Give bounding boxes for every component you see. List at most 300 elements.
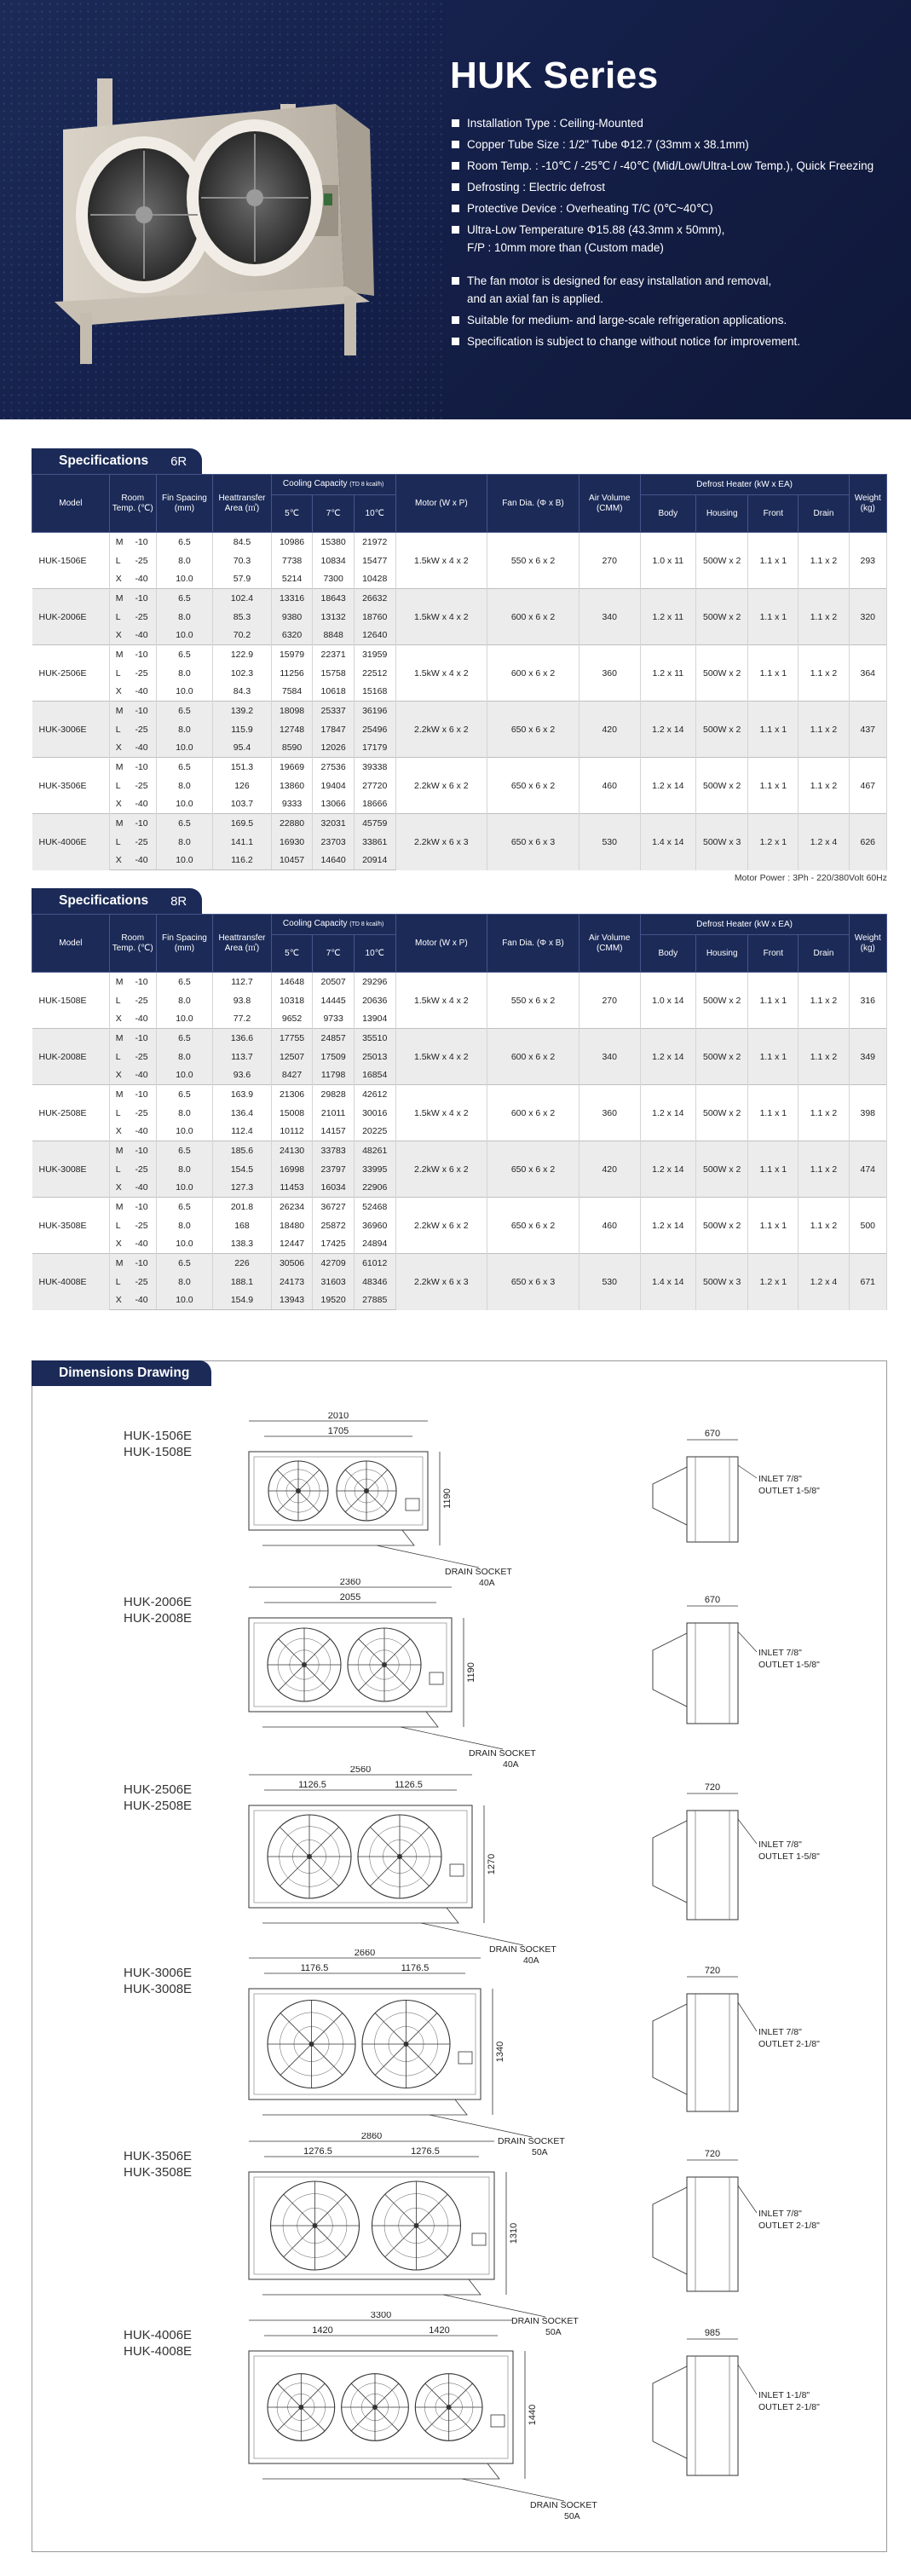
spec-table-8r (32, 914, 887, 1310)
model-name: HUK-4006E (124, 2328, 193, 2342)
value-cell: 115.9 (213, 720, 272, 739)
front-cell: 1.1 x 1 (748, 645, 799, 702)
front-cell: 1.1 x 1 (748, 1198, 799, 1254)
side-view-drawing (632, 1589, 837, 1758)
value-cell: 12748 (271, 720, 313, 739)
drain-cell: 1.1 x 2 (799, 589, 849, 645)
value-cell: 25013 (354, 1048, 395, 1066)
col-header: Motor (W x P) (395, 915, 487, 973)
feature-item: Installation Type : Ceiling-Mounted (452, 116, 895, 130)
value-cell: 6.5 (156, 1085, 213, 1104)
inner-dim: 1420 (312, 2325, 333, 2336)
value-cell: 30506 (271, 1254, 313, 1273)
model-name: HUK-2006E (124, 1595, 193, 1609)
temp-code: X (109, 627, 127, 645)
value-cell: 112.7 (213, 973, 272, 991)
value-cell: 8.0 (156, 1216, 213, 1235)
value-cell: 35510 (354, 1029, 395, 1048)
value-cell: 102.3 (213, 664, 272, 683)
drain-cell: 1.1 x 2 (799, 645, 849, 702)
spec-title: Specifications (59, 453, 149, 468)
temp-cell: -40 (127, 1010, 156, 1029)
table-row (32, 973, 887, 991)
value-cell: 17425 (313, 1235, 355, 1254)
value-cell: 23703 (313, 833, 355, 852)
housing-cell: 500W x 2 (696, 645, 748, 702)
temp-code: M (109, 1141, 127, 1160)
value-cell: 36727 (313, 1198, 355, 1216)
value-cell: 8590 (271, 739, 313, 758)
value-cell: 20914 (354, 852, 395, 870)
value-cell: 84.5 (213, 533, 272, 552)
table-row (32, 1085, 887, 1104)
value-cell: 139.2 (213, 702, 272, 720)
temp-code: X (115, 574, 122, 585)
temp-code: M (109, 702, 127, 720)
value-cell: 33783 (313, 1141, 355, 1160)
value-cell: 8848 (313, 627, 355, 645)
dim-model-labels (124, 1594, 192, 1626)
temp-code: L (109, 608, 127, 627)
model-name: HUK-4008E (124, 2344, 193, 2359)
drain-cell: 1.1 x 2 (799, 758, 849, 814)
value-cell: 127.3 (213, 1179, 272, 1198)
side-width-dim: 720 (704, 2149, 721, 2159)
dim-model-labels (124, 2148, 192, 2180)
value-cell: 112.4 (213, 1123, 272, 1141)
value-cell: 10457 (271, 852, 313, 870)
model-cell: HUK-4008E (32, 1254, 110, 1310)
value-cell: 136.4 (213, 1104, 272, 1123)
value-cell: 6320 (271, 627, 313, 645)
value-cell: 18760 (354, 608, 395, 627)
model-name: HUK-2506E (124, 1782, 193, 1797)
value-cell: 42612 (354, 1085, 395, 1104)
motor-cell: 2.2kW x 6 x 2 (395, 702, 487, 758)
value-cell: 25337 (313, 702, 355, 720)
front-cell: 1.1 x 1 (748, 973, 799, 1029)
value-cell: 29296 (354, 973, 395, 991)
temp-code: X (115, 686, 122, 697)
col-header: Weight (kg) (849, 915, 886, 973)
side-view-drawing (632, 2322, 837, 2510)
value-cell: 18666 (354, 795, 395, 814)
side-view-drawing (632, 2143, 837, 2325)
drain-cell: 1.1 x 2 (799, 1198, 849, 1254)
air-cell: 270 (579, 533, 640, 589)
weight-cell: 316 (849, 973, 886, 1029)
temp-code: X (109, 852, 127, 870)
value-cell: 12447 (271, 1235, 313, 1254)
value-cell: 9333 (271, 795, 313, 814)
value-cell: 10.0 (156, 1235, 213, 1254)
value-cell: 10834 (313, 552, 355, 570)
motor-cell: 2.2kW x 6 x 2 (395, 1198, 487, 1254)
temp-cell: -40 (127, 1066, 156, 1085)
inlet-label: INLET 7/8" (758, 1474, 802, 1484)
inner-dim: 1126.5 (395, 1780, 423, 1790)
value-cell: 10618 (313, 683, 355, 702)
temp-cell: -10 (127, 1254, 156, 1273)
col-header: Fan Dia. (Φ x B) (487, 915, 579, 973)
value-cell: 29828 (313, 1085, 355, 1104)
temp-code: L (115, 995, 121, 1006)
weight-cell: 626 (849, 814, 886, 870)
body-cell: 1.4 x 14 (640, 1254, 695, 1310)
fan-cell: 600 x 6 x 2 (487, 1085, 579, 1141)
model-cell: HUK-4006E (32, 814, 110, 870)
housing-cell: 500W x 2 (696, 533, 748, 589)
feature-item: and an axial fan is applied. (467, 292, 603, 305)
drain-label: DRAIN SOCKET (489, 1944, 556, 1955)
drain-cell: 1.1 x 2 (799, 1141, 849, 1198)
table-row (32, 645, 887, 664)
width-dim: 2010 (327, 1412, 349, 1421)
body-cell: 1.0 x 11 (640, 533, 695, 589)
value-cell: 15477 (354, 552, 395, 570)
temp-cell: -40 (127, 1179, 156, 1198)
housing-cell: 500W x 2 (696, 1029, 748, 1085)
value-cell: 154.5 (213, 1160, 272, 1179)
body-cell: 1.2 x 11 (640, 645, 695, 702)
height-dim: 1310 (509, 2222, 519, 2244)
inlet-label: INLET 7/8" (758, 1840, 802, 1850)
model-cell: HUK-1508E (32, 973, 110, 1029)
model-name: HUK-3008E (124, 1982, 193, 1996)
value-cell: 154.9 (213, 1291, 272, 1310)
model-cell: HUK-3506E (32, 758, 110, 814)
col-header: Body (640, 935, 695, 973)
height-dim: 1340 (495, 2041, 505, 2063)
temp-code: M (109, 1029, 127, 1048)
value-cell: 8.0 (156, 1273, 213, 1291)
table-row (32, 758, 887, 777)
temp-code: X (109, 1066, 127, 1085)
value-cell: 8427 (271, 1066, 313, 1085)
front-cell: 1.1 x 1 (748, 702, 799, 758)
drain-cell: 1.2 x 4 (799, 814, 849, 870)
drain-cell: 1.2 x 4 (799, 1254, 849, 1310)
col-header: Fin Spacing (mm) (156, 475, 213, 533)
body-cell: 1.2 x 14 (640, 702, 695, 758)
temp-code: L (109, 833, 127, 852)
front-cell: 1.2 x 1 (748, 1254, 799, 1310)
col-header: Defrost Heater (kW x EA) (640, 915, 849, 935)
value-cell: 103.7 (213, 795, 272, 814)
col-header: Housing (696, 935, 748, 973)
feature-item: F/P : 10mm more than (Custom made) (467, 241, 664, 254)
inner-dim: 1420 (429, 2325, 450, 2336)
front-view-drawing (240, 2312, 598, 2533)
value-cell: 93.8 (213, 991, 272, 1010)
inlet-label: INLET 1-1/8" (758, 2390, 810, 2400)
temp-code: X (115, 799, 122, 810)
motor-cell: 2.2kW x 6 x 2 (395, 758, 487, 814)
housing-cell: 500W x 2 (696, 1141, 748, 1198)
temp-code: X (115, 1239, 122, 1250)
temp-cell: -10 (127, 702, 156, 720)
outlet-label: OUTLET 1-5/8" (758, 1486, 820, 1496)
value-cell: 9380 (271, 608, 313, 627)
value-cell: 9652 (271, 1010, 313, 1029)
col-header: Cooling Capacity (TD 8 kcal/h) (271, 475, 395, 495)
temp-code: L (115, 1220, 121, 1231)
value-cell: 14157 (313, 1123, 355, 1141)
spec-sub: 8R (170, 893, 187, 909)
side-view-drawing (632, 1960, 837, 2146)
temp-code: X (115, 1014, 122, 1025)
value-cell: 77.2 (213, 1010, 272, 1029)
spec-heading-8r (32, 888, 215, 914)
inner-dim: 1276.5 (303, 2146, 332, 2157)
value-cell: 21011 (313, 1104, 355, 1123)
value-cell: 14445 (313, 991, 355, 1010)
value-cell: 18643 (313, 589, 355, 608)
value-cell: 6.5 (156, 702, 213, 720)
col-header: Cooling Capacity (TD 8 kcal/h) (271, 915, 395, 935)
value-cell: 141.1 (213, 833, 272, 852)
model-cell: HUK-2508E (32, 1085, 110, 1141)
air-cell: 340 (579, 1029, 640, 1085)
dim-model-labels (124, 2327, 192, 2359)
drain-label: DRAIN SOCKET (511, 2316, 579, 2326)
temp-cell: -25 (127, 552, 156, 570)
value-cell: 19669 (271, 758, 313, 777)
table-row (32, 1254, 887, 1273)
value-cell: 8.0 (156, 833, 213, 852)
temp-cell: -25 (127, 1160, 156, 1179)
fan-cell: 650 x 6 x 2 (487, 1198, 579, 1254)
col-header: Fin Spacing (mm) (156, 915, 213, 973)
spec-table-6r (32, 474, 887, 870)
value-cell: 10428 (354, 570, 395, 589)
feature-item: Room Temp. : -10℃ / -25℃ / -40℃ (Mid/Low/Ultra-Low Temp.), Quick Freezing (452, 159, 895, 173)
value-cell: 13943 (271, 1291, 313, 1310)
col-header: 5℃ (271, 935, 313, 973)
value-cell: 22512 (354, 664, 395, 683)
col-header: Housing (696, 495, 748, 533)
table-row (32, 1029, 887, 1048)
inner-dim: 1126.5 (298, 1780, 326, 1790)
temp-cell: -10 (127, 758, 156, 777)
col-header: 7℃ (313, 935, 355, 973)
feature-list (452, 116, 895, 355)
temp-cell: -10 (127, 973, 156, 991)
feature-item: Copper Tube Size : 1/2" Tube Φ12.7 (33mm x 38.1mm) (452, 137, 895, 152)
inlet-label: INLET 7/8" (758, 2209, 802, 2219)
inner-dim: 1705 (327, 1426, 349, 1436)
feature-item: Defrosting : Electric defrost (452, 180, 895, 194)
temp-cell: -40 (127, 1291, 156, 1310)
model-cell: HUK-2006E (32, 589, 110, 645)
value-cell: 6.5 (156, 1029, 213, 1048)
value-cell: 20225 (354, 1123, 395, 1141)
side-width-dim: 670 (704, 1429, 721, 1439)
value-cell: 93.6 (213, 1066, 272, 1085)
temp-cell: -25 (127, 720, 156, 739)
model-name: HUK-1506E (124, 1429, 193, 1443)
temp-code: M (109, 1254, 127, 1273)
value-cell: 15979 (271, 645, 313, 664)
value-cell: 17179 (354, 739, 395, 758)
value-cell: 10.0 (156, 627, 213, 645)
col-header: Heattransfer Area (㎡) (213, 915, 272, 973)
drain-label: DRAIN SOCKET (469, 1748, 536, 1759)
fan-cell: 600 x 6 x 2 (487, 589, 579, 645)
temp-code: M (109, 645, 127, 664)
temp-cell: -25 (127, 777, 156, 795)
value-cell: 11453 (271, 1179, 313, 1198)
col-header: 5℃ (271, 495, 313, 533)
value-cell: 7738 (271, 552, 313, 570)
value-cell: 24130 (271, 1141, 313, 1160)
value-cell: 11798 (313, 1066, 355, 1085)
value-cell: 18480 (271, 1216, 313, 1235)
value-cell: 6.5 (156, 814, 213, 833)
value-cell: 24857 (313, 1029, 355, 1048)
value-cell: 12026 (313, 739, 355, 758)
value-cell: 6.5 (156, 645, 213, 664)
temp-cell: -10 (127, 533, 156, 552)
motor-cell: 1.5kW x 4 x 2 (395, 973, 487, 1029)
feature-item: Suitable for medium- and large-scale refrigeration applications. (452, 313, 895, 327)
drain-cell: 1.1 x 2 (799, 1085, 849, 1141)
air-cell: 460 (579, 758, 640, 814)
col-header: Room Temp. (℃) (109, 915, 156, 973)
series-title: HUK Series (450, 55, 659, 96)
temp-code: L (109, 1273, 127, 1291)
air-cell: 360 (579, 645, 640, 702)
col-header: 10℃ (354, 495, 395, 533)
value-cell: 126 (213, 777, 272, 795)
weight-cell: 364 (849, 645, 886, 702)
value-cell: 10.0 (156, 1066, 213, 1085)
temp-cell: -40 (127, 627, 156, 645)
table-row (32, 533, 887, 552)
value-cell: 13904 (354, 1010, 395, 1029)
value-cell: 26234 (271, 1198, 313, 1216)
value-cell: 7584 (271, 683, 313, 702)
inner-dim: 2055 (339, 1592, 361, 1603)
value-cell: 6.5 (156, 758, 213, 777)
temp-code: L (109, 1160, 127, 1179)
housing-cell: 500W x 2 (696, 973, 748, 1029)
col-header: Motor (W x P) (395, 475, 487, 533)
air-cell: 360 (579, 1085, 640, 1141)
model-cell: HUK-2008E (32, 1029, 110, 1085)
body-cell: 1.2 x 14 (640, 758, 695, 814)
temp-code: L (109, 720, 127, 739)
fan-cell: 650 x 6 x 2 (487, 758, 579, 814)
value-cell: 10986 (271, 533, 313, 552)
value-cell: 33995 (354, 1160, 395, 1179)
height-dim: 1270 (487, 1853, 497, 1875)
temp-code: L (115, 555, 121, 566)
weight-cell: 500 (849, 1198, 886, 1254)
height-dim: 1190 (466, 1662, 476, 1683)
front-cell: 1.1 x 1 (748, 589, 799, 645)
value-cell: 10.0 (156, 1291, 213, 1310)
model-cell: HUK-3008E (32, 1141, 110, 1198)
model-cell: HUK-3508E (32, 1198, 110, 1254)
value-cell: 169.5 (213, 814, 272, 833)
value-cell: 10318 (271, 991, 313, 1010)
value-cell: 23797 (313, 1160, 355, 1179)
model-cell: HUK-1506E (32, 533, 110, 589)
value-cell: 6.5 (156, 533, 213, 552)
temp-code: X (109, 739, 127, 758)
temp-code: L (115, 667, 121, 679)
drain-size: 50A (545, 2327, 562, 2337)
value-cell: 8.0 (156, 777, 213, 795)
value-cell: 19520 (313, 1291, 355, 1310)
fan-cell: 600 x 6 x 2 (487, 645, 579, 702)
air-cell: 270 (579, 973, 640, 1029)
value-cell: 16930 (271, 833, 313, 852)
table-row (32, 1198, 887, 1216)
value-cell: 10.0 (156, 570, 213, 589)
temp-cell: -40 (127, 1235, 156, 1254)
value-cell: 6.5 (156, 589, 213, 608)
temp-cell: -10 (127, 589, 156, 608)
value-cell: 10.0 (156, 739, 213, 758)
value-cell: 201.8 (213, 1198, 272, 1216)
value-cell: 14648 (271, 973, 313, 991)
drain-cell: 1.1 x 2 (799, 1029, 849, 1085)
inner-dim: 1176.5 (300, 1963, 329, 1973)
weight-cell: 293 (849, 533, 886, 589)
temp-cell: -10 (127, 645, 156, 664)
value-cell: 48261 (354, 1141, 395, 1160)
value-cell: 21306 (271, 1085, 313, 1104)
drain-cell: 1.1 x 2 (799, 702, 849, 758)
value-cell: 7300 (313, 570, 355, 589)
value-cell: 5214 (271, 570, 313, 589)
width-dim: 2860 (360, 2133, 383, 2141)
value-cell: 14640 (313, 852, 355, 870)
value-cell: 17509 (313, 1048, 355, 1066)
value-cell: 31959 (354, 645, 395, 664)
weight-cell: 437 (849, 702, 886, 758)
dim-model-labels (124, 1965, 192, 1997)
width-dim: 2360 (339, 1579, 361, 1587)
air-cell: 530 (579, 814, 640, 870)
front-cell: 1.1 x 1 (748, 1029, 799, 1085)
front-view-drawing (240, 1412, 598, 1600)
temp-code: M (109, 758, 127, 777)
motor-cell: 1.5kW x 4 x 2 (395, 1029, 487, 1085)
front-cell: 1.1 x 1 (748, 1085, 799, 1141)
temp-cell: -40 (127, 570, 156, 589)
fan-cell: 650 x 6 x 2 (487, 1141, 579, 1198)
table-row (32, 589, 887, 608)
front-cell: 1.1 x 1 (748, 1141, 799, 1198)
value-cell: 122.9 (213, 645, 272, 664)
temp-cell: -25 (127, 1104, 156, 1123)
fan-cell: 650 x 6 x 3 (487, 1254, 579, 1310)
value-cell: 25872 (313, 1216, 355, 1235)
housing-cell: 500W x 2 (696, 1198, 748, 1254)
housing-cell: 500W x 2 (696, 589, 748, 645)
temp-code: M (109, 1085, 127, 1104)
motor-power-note: Motor Power : 3Ph - 220/380Volt 60Hz (734, 873, 887, 883)
weight-cell: 349 (849, 1029, 886, 1085)
temp-cell: -25 (127, 991, 156, 1010)
front-view-drawing (240, 1579, 598, 1782)
temp-code: L (109, 1048, 127, 1066)
temp-code: X (109, 1291, 127, 1310)
temp-cell: -25 (127, 1216, 156, 1235)
